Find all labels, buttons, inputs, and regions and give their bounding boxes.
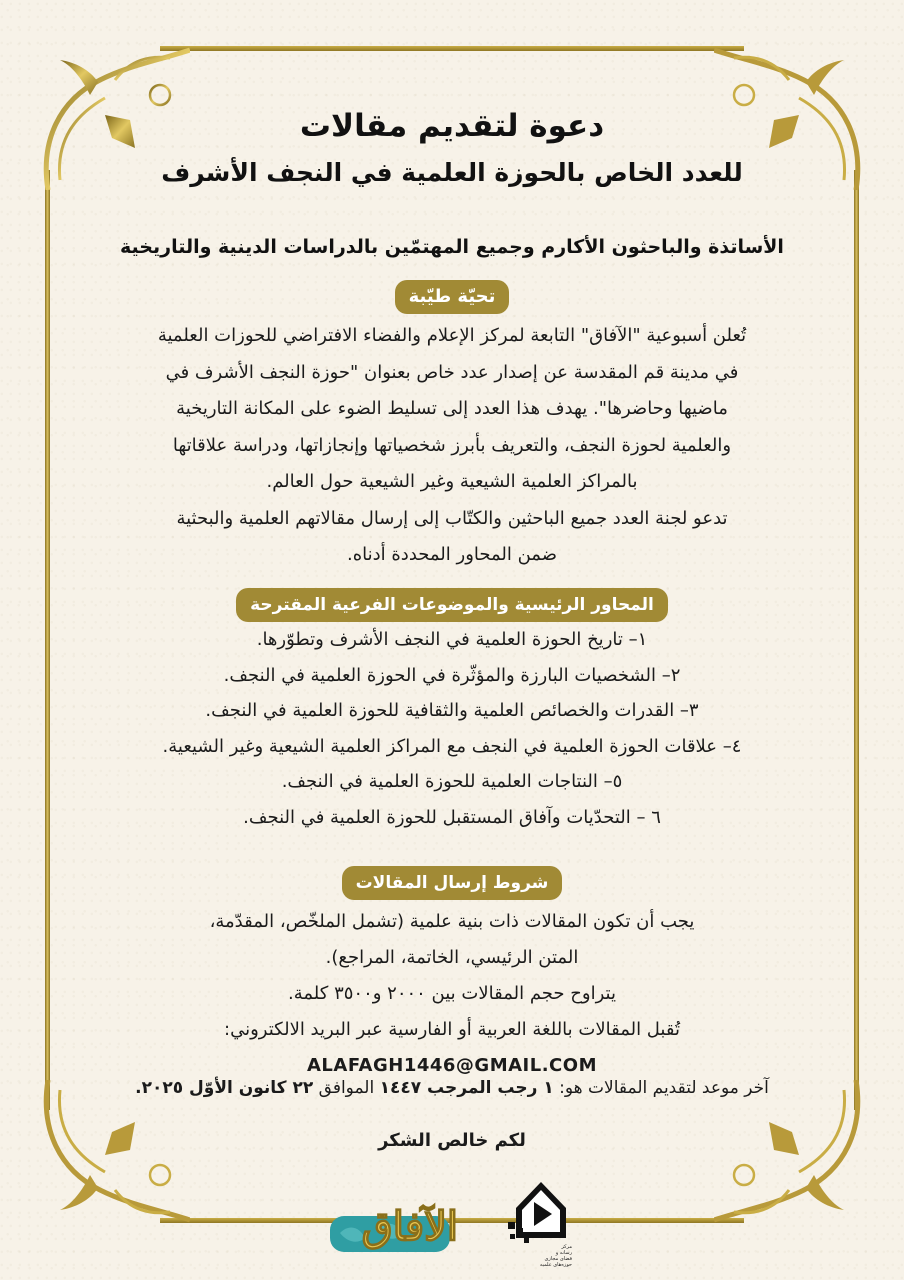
- frame-left-border: [45, 170, 50, 1110]
- page-title: دعوة لتقديم مقالات: [299, 108, 605, 144]
- conditions-list: [60, 904, 844, 1084]
- closing-thanks: لكم خالص الشكر: [378, 1130, 526, 1151]
- deadline-gregorian: ٢٢ كانون الأوّل ٢٠٢٥.: [135, 1078, 314, 1098]
- audience-heading: الأساتذة والباحثون الأكارم وجميع المهتمّين بالدراسات الدينية والتاريخية: [120, 236, 784, 258]
- intro-line: ضمن المحاور المحددة أدناه.: [346, 544, 557, 565]
- ornament-corner-icon: [20, 1080, 190, 1250]
- intro-paragraph: [60, 318, 844, 574]
- intro-line: في مدينة قم المقدسة عن إصدار عدد خاص بعنوان "حوزة النجف الأشرف في: [165, 361, 739, 383]
- condition-line: يجب أن تكون المقالات ذات بنية علمية (تشمل الملخّص، المقدّمة،: [209, 911, 695, 932]
- ornament-corner-icon: [714, 1080, 884, 1250]
- deadline-line: [40, 1078, 864, 1098]
- afaq-logo-text: الآفاق: [361, 1203, 458, 1250]
- center-caption-3: فضای مجازی: [544, 1256, 572, 1262]
- deadline-hijri: ١ رجب المرجب ١٤٤٧: [379, 1078, 554, 1098]
- intro-line: والعلمية لحوزة النجف، والتعريف بأبرز شخصياتها وإنجازاتها، ودراسة علاقاتها: [172, 434, 732, 456]
- conditions-badge: شروط إرسال المقالات: [342, 866, 563, 900]
- axis-item: ٥– النتاجات العلمية للحوزة العلمية في النجف.: [281, 771, 623, 792]
- greeting-badge-wrap: [60, 280, 844, 314]
- condition-line: يتراوح حجم المقالات بين ٢٠٠٠ و٣٥٠٠ كلمة.: [288, 983, 616, 1004]
- center-caption-2: رسانه و: [555, 1250, 572, 1256]
- center-caption-1: مركز: [561, 1244, 572, 1250]
- page-subtitle: للعدد الخاص بالحوزة العلمية في النجف الأشرف: [161, 158, 743, 187]
- intro-line: ماضيها وحاضرها". يهدف هذا العدد إلى تسليط الضوء على المكانة التاريخية: [176, 398, 728, 419]
- frame-right-border: [854, 170, 859, 1110]
- axis-item: ٤– علاقات الحوزة العلمية في النجف مع المراكز العلمية الشيعية وغير الشيعية.: [162, 735, 742, 757]
- intro-line: تُعلن أسبوعية "الآفاق" التابعة لمركز الإعلام والفضاء الافتراضي للحوزات العلمية: [157, 325, 747, 346]
- deadline-connector: الموافق: [313, 1078, 380, 1098]
- media-center-logo: [502, 1168, 580, 1268]
- greeting-badge: تحيّة طيّبة: [395, 280, 510, 314]
- condition-line: تُقبل المقالات باللغة العربية أو الفارسية عبر البريد الالكتروني:: [224, 1019, 680, 1040]
- center-caption-4: حوزه‌های علمیه: [539, 1262, 572, 1268]
- axis-item: ٢– الشخصيات البارزة والمؤثّرة في الحوزة العلمية في النجف.: [223, 664, 681, 686]
- axis-item: ٦ – التحدّيات وآفاق المستقبل للحوزة العلمية في النجف.: [243, 806, 661, 828]
- axes-list: [60, 622, 844, 835]
- axis-item: ١– تاريخ الحوزة العلمية في النجف الأشرف وتطوّرها.: [256, 629, 648, 650]
- email-link[interactable]: ALAFAGH1446@GMAIL.COM: [307, 1055, 597, 1076]
- axis-item: ٣– القدرات والخصائص العلمية والثقافية للحوزة العلمية في النجف.: [205, 700, 699, 721]
- frame-top-border: [160, 46, 744, 51]
- axes-badge: المحاور الرئيسية والموضوعات الفرعية المقترحة: [236, 588, 668, 622]
- deadline-label: آخر موعد لتقديم المقالات هو:: [553, 1078, 769, 1098]
- axes-badge-wrap: [60, 588, 844, 622]
- conditions-badge-wrap: [60, 866, 844, 900]
- afaq-logo: [330, 1178, 480, 1258]
- condition-line: المتن الرئيسي، الخاتمة، المراجع).: [325, 947, 579, 968]
- intro-line: تدعو لجنة العدد جميع الباحثين والكتّاب إلى إرسال مقالاتهم العلمية والبحثية: [176, 507, 728, 529]
- logos-area: [330, 1168, 580, 1268]
- intro-line: بالمراكز العلمية الشيعية وغير الشيعية حول العالم.: [266, 471, 638, 492]
